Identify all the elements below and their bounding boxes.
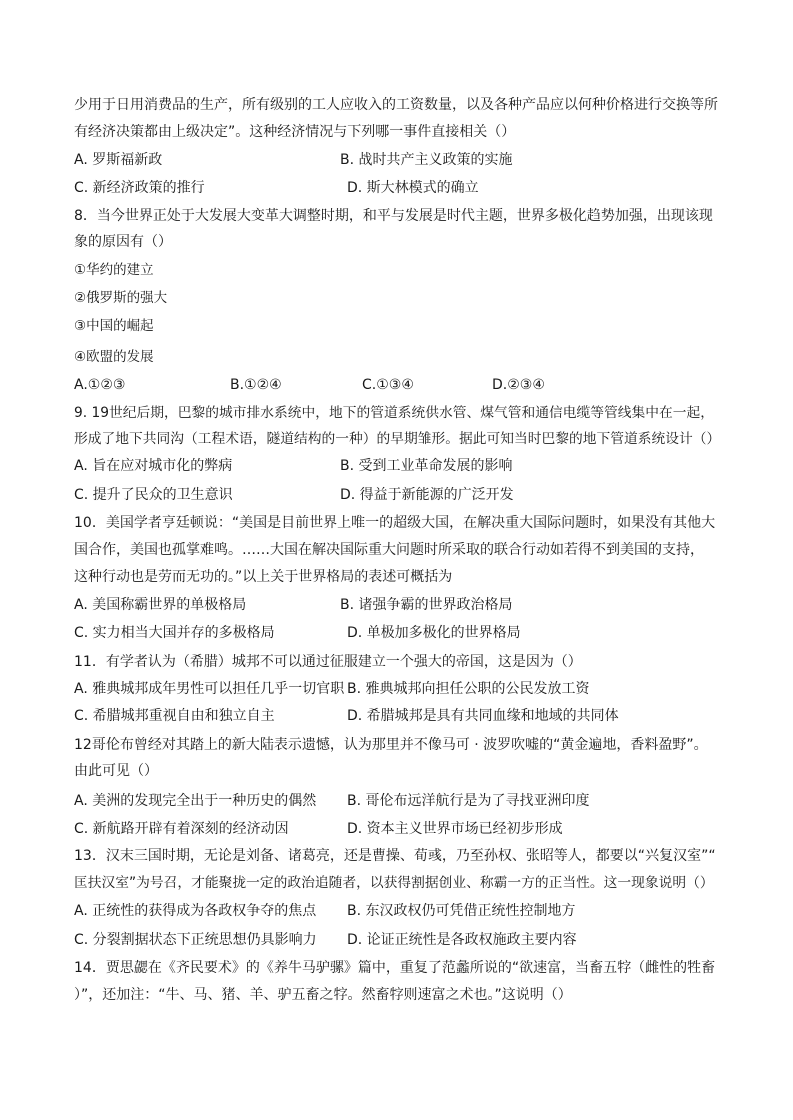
q10-stem-line1: 10．美国学者亨廷顿说：“美国是目前世界上唯一的超级大国，在解决重大国际问题时，如果没有其他大 [74,515,716,531]
q8-option-c[interactable]: C.①③④ [362,377,414,393]
q9-option-a[interactable]: A. 旨在应对城市化的弊病 [74,458,233,474]
q11-option-b[interactable]: B. 雅典城邦向担任公职的公民发放工资 [347,681,590,697]
q10-option-a[interactable]: A. 美国称霸世界的单极格局 [74,597,247,613]
q7-option-c[interactable]: C. 新经济政策的推行 [74,180,205,196]
q9-stem-line1: 9. 19世纪后期，巴黎的城市排水系统中，地下的管道系统供水管、煤气管和通信电缆等管线集中在一起， [74,405,714,421]
q11-option-a[interactable]: A. 雅典城邦成年男性可以担任几乎一切官职 [74,681,345,697]
q10-option-c[interactable]: C. 实力相当大国并存的多极格局 [74,625,275,641]
q7-stem-line1: 少用于日用消费品的生产，所有级别的工人应收入的工资数量，以及各种产品应以何种价格进行交换等所 [74,97,718,113]
q10-stem-line2: 国合作，美国也孤掌难鸣。……大国在解决国际重大问题时所采取的联合行动如若得不到美国的支持， [74,542,704,558]
q10-option-d[interactable]: D. 单极加多极化的世界格局 [347,625,521,641]
q8-item-2: ②俄罗斯的强大 [74,290,168,306]
q12-option-b[interactable]: B. 哥伦布远洋航行是为了寻找亚洲印度 [347,793,590,809]
q14-stem-line2: ）”，还加注：“牛、马、猪、羊、驴五畜之牸。然畜牸则速富之术也。”这说明（） [74,987,572,1003]
q9-option-d[interactable]: D. 得益于新能源的广泛开发 [340,487,514,503]
q14-stem-line1: 14．贾思勰在《齐民要术》的《养牛马驴骡》篇中，重复了范蠡所说的“欲速富，当畜五牸（雌性的牲畜 [74,960,716,976]
q10-option-b[interactable]: B. 诸强争霸的世界政治格局 [340,597,513,613]
q9-stem-line2: 形成了地下共同沟（工程术语，隧道结构的一种）的早期雏形。据此可知当时巴黎的地下管道系统设计（） [74,431,721,447]
q13-stem-line2: 匡扶汉室”为号召，才能聚拢一定的政治追随者，以获得割据创业、称霸一方的正当性。这一现象说明（） [74,875,714,891]
q8-item-1: ①华约的建立 [74,262,154,278]
q13-option-d[interactable]: D. 论证正统性是各政权施政主要内容 [347,932,577,948]
q8-item-4: ④欧盟的发展 [74,349,154,365]
q8-stem-line1: 8．当今世界正处于大发展大变革大调整时期，和平与发展是时代主题，世界多极化趋势加强，出现该现 [74,208,713,224]
q8-option-d[interactable]: D.②③④ [492,377,545,393]
q10-stem-line3: 这种行动也是劳而无功的。”以上关于世界格局的表述可概括为 [74,569,453,585]
q11-option-c[interactable]: C. 希腊城邦重视自由和独立自主 [74,708,275,724]
q7-option-a[interactable]: A. 罗斯福新政 [74,152,163,168]
q12-option-c[interactable]: C. 新航路开辟有着深刻的经济动因 [74,821,289,837]
q12-stem-line2: 由此可见（） [74,763,158,779]
q7-stem-line2: 有经济决策都由上级决定”。这种经济情况与下列哪一事件直接相关（） [74,124,516,140]
q13-option-b[interactable]: B. 东汉政权仍可凭借正统性控制地方 [347,903,576,919]
q11-stem-line1: 11．有学者认为（希腊）城邦不可以通过征服建立一个强大的帝国，这是因为（） [74,654,582,670]
q12-option-a[interactable]: A. 美洲的发现完全出于一种历史的偶然 [74,793,317,809]
q8-option-b[interactable]: B.①②④ [230,377,282,393]
q13-stem-line1: 13．汉末三国时期，无论是刘备、诸葛亮，还是曹操、荀彧，乃至孙权、张昭等人，都要以“兴复汉室”“ [74,848,716,864]
q7-option-d[interactable]: D. 斯大林模式的确立 [347,180,479,196]
q13-option-a[interactable]: A. 正统性的获得成为各政权争夺的焦点 [74,903,317,919]
q8-option-a[interactable]: A.①②③ [74,377,126,393]
q11-option-d[interactable]: D. 希腊城邦是具有共同血缘和地域的共同体 [347,708,619,724]
q8-stem-line2: 象的原因有（） [74,234,172,250]
q9-option-b[interactable]: B. 受到工业革命发展的影响 [340,458,513,474]
q12-stem-line1: 12哥伦布曾经对其踏上的新大陆表示遗憾，认为那里并不像马可 · 波罗吹嘘的“黄金遍地，香料盈野”。 [74,737,708,753]
q13-option-c[interactable]: C. 分裂割据状态下正统思想仍具影响力 [74,932,317,948]
q7-option-b[interactable]: B. 战时共产主义政策的实施 [340,152,513,168]
q12-option-d[interactable]: D. 资本主义世界市场已经初步形成 [347,821,563,837]
q9-option-c[interactable]: C. 提升了民众的卫生意识 [74,487,233,503]
q8-item-3: ③中国的崛起 [74,318,154,334]
